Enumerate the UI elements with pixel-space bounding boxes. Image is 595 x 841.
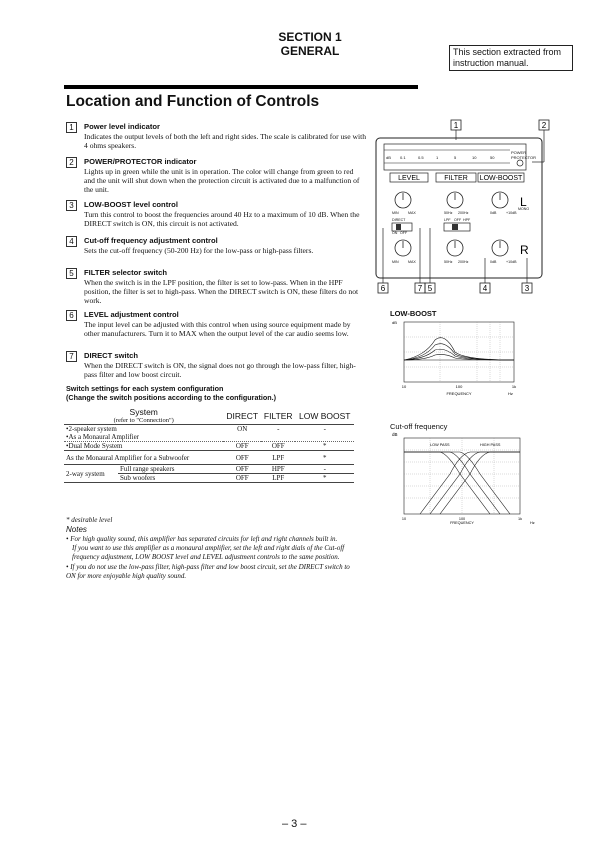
svg-text:Hz: Hz	[530, 521, 535, 525]
item-level	[66, 310, 366, 338]
callout-6: 6	[380, 284, 386, 293]
svg-text:POWER: POWER	[511, 150, 527, 155]
table-row: 2-way system Full range speakers OFF HPF -	[64, 465, 354, 474]
item-number: 6	[66, 310, 77, 321]
svg-text:200Hz: 200Hz	[458, 211, 469, 215]
panel-lowboost-label: LOW-BOOST	[479, 175, 523, 182]
svg-text:100: 100	[458, 517, 466, 521]
callout-4: 4	[482, 284, 488, 293]
svg-text:10: 10	[472, 155, 477, 160]
item-title: POWER/PROTECTOR indicator	[84, 157, 197, 166]
table-row: •2-speaker system ON - -	[66, 425, 326, 433]
svg-text:200Hz: 200Hz	[458, 260, 469, 264]
svg-text:0dB: 0dB	[490, 260, 497, 264]
svg-text:dB: dB	[392, 432, 398, 437]
item-title: LEVEL adjustment control	[84, 310, 179, 319]
svg-text:ON: ON	[392, 231, 398, 235]
svg-text:MONO: MONO	[518, 207, 530, 211]
item-number: 3	[66, 200, 77, 211]
notes-body	[66, 535, 356, 581]
item-number: 1	[66, 122, 77, 133]
item-desc: When the DIRECT switch is ON, the signal does not go through the low-pass filter, high-pass filter and low boost circuit.	[84, 361, 356, 379]
table-row: •Dual Mode System OFF OFF *	[64, 442, 354, 451]
svg-text:5: 5	[454, 155, 457, 160]
item-number: 5	[66, 268, 77, 279]
item-cutoff	[66, 236, 366, 255]
switch-subtitle: (Change the switch positions according to the configuration.)	[66, 393, 277, 402]
callout-5: 5	[427, 284, 433, 293]
item-low-boost	[66, 200, 366, 228]
switch-table	[64, 407, 354, 483]
col-direct: DIRECT	[223, 407, 261, 425]
cutoff-graph	[390, 430, 540, 525]
item-number: 2	[66, 157, 77, 168]
svg-text:1: 1	[436, 155, 439, 160]
svg-text:0.1: 0.1	[400, 155, 406, 160]
svg-text:PROTECTOR: PROTECTOR	[511, 155, 537, 160]
page-title: Location and Function of Controls	[66, 93, 320, 110]
extract-note: This section extracted from instruction manual.	[449, 45, 573, 71]
svg-text:OFF: OFF	[400, 231, 408, 235]
item-title: Cut-off frequency adjustment control	[84, 236, 218, 245]
svg-text:50Hz: 50Hz	[444, 211, 453, 215]
direct-switch	[392, 223, 412, 231]
cutoff-graph-title: Cut-off frequency	[390, 422, 448, 431]
item-title: Power level indicator	[84, 122, 160, 131]
switch-title: Switch settings for each system configuration	[66, 384, 224, 393]
col-system: System	[129, 407, 158, 417]
footnote: * desirable level	[66, 516, 113, 524]
item-filter-selector	[66, 268, 366, 305]
item-desc: The input level can be adjusted with this control when using source equipment made by other manufacturers. Turn it to MAX when the output level of the car audio seems low.	[84, 320, 351, 338]
title-rule	[64, 85, 418, 89]
channel-r: R	[520, 243, 529, 257]
item-title: FILTER selector switch	[84, 268, 167, 277]
section-number: SECTION 1	[278, 30, 342, 44]
lowboost-graph	[390, 318, 525, 398]
svg-text:+10dB: +10dB	[506, 260, 517, 264]
svg-text:Hz: Hz	[508, 391, 513, 396]
svg-text:dB: dB	[386, 155, 391, 160]
section-title: GENERAL	[280, 44, 340, 58]
item-desc: When the switch is in the LPF position, the filter is set to low-pass. When in the HPF position, the filter is set to high-pass. When the DIRECT switch is ON, these filters do not work.	[84, 278, 359, 305]
svg-text:MAX: MAX	[408, 260, 416, 264]
svg-text:dB: dB	[392, 320, 397, 325]
svg-text:MIN: MIN	[392, 260, 399, 264]
lowboost-graph-title: LOW-BOOST	[390, 309, 437, 318]
item-number: 4	[66, 236, 77, 247]
page-number: – 3 –	[282, 818, 307, 830]
note-1: • For high quality sound, this amplifier has separated circuits for left and right channels built in.	[66, 535, 338, 543]
svg-text:50: 50	[490, 155, 495, 160]
item-direct	[66, 351, 366, 379]
note-3: • If you do not use the low-pass filter, high-pass filter and low boost circuit, set the DIRECT switch to ON for more enjoyable high quality sound.	[66, 562, 350, 580]
svg-text:100: 100	[455, 384, 463, 389]
svg-text:1k: 1k	[511, 384, 517, 389]
item-desc: Turn this control to boost the frequencies around 40 Hz to a maximum of 10 dB. When the DIRECT switch is ON, this circuit is not activated.	[84, 210, 360, 228]
item-desc: Indicates the output levels of both the left and right sides. The scale is calibrated for use with 4 ohms speakers.	[84, 132, 367, 150]
note-2: If you want to use this amplifier as a monaural amplifier, set the left and right dials of the Cut-off frequency adjustment, LOW BOOST level and LEVEL adjustment controls to the same position.	[72, 544, 345, 562]
svg-text:+10dB: +10dB	[506, 211, 517, 215]
svg-text:HIGH PASS: HIGH PASS	[480, 443, 501, 447]
callout-7: 7	[417, 284, 423, 293]
item-title: DIRECT switch	[84, 351, 139, 360]
svg-text:LOW PASS: LOW PASS	[430, 443, 450, 447]
col-filter: FILTER	[261, 407, 295, 425]
callout-3: 3	[524, 284, 530, 293]
table-row: Sub woofers OFF LPF *	[64, 474, 354, 483]
svg-text:0dB: 0dB	[490, 211, 497, 215]
item-desc: Sets the cut-off frequency (50-200 Hz) for the low-pass or high-pass filters.	[84, 246, 314, 255]
svg-text:MAX: MAX	[408, 211, 416, 215]
svg-text:MIN: MIN	[392, 211, 399, 215]
svg-text:1k: 1k	[517, 517, 523, 521]
callout-2: 2	[541, 121, 547, 130]
table-row: As the Monaural Amplifier for a Subwoofer OFF LPF *	[64, 451, 354, 465]
svg-text:10: 10	[401, 384, 407, 389]
svg-text:FREQUENCY: FREQUENCY	[446, 391, 472, 396]
panel-level-label: LEVEL	[398, 175, 420, 182]
table-row: •As a Monaural Amplifier	[64, 433, 354, 442]
svg-text:0.5: 0.5	[418, 155, 424, 160]
col-lowboost: LOW BOOST	[295, 407, 354, 425]
notes-title: Notes	[66, 525, 87, 534]
panel-filter-label: FILTER	[444, 175, 468, 182]
svg-text:LPF: LPF	[444, 218, 451, 222]
callout-1: 1	[453, 121, 459, 130]
col-system-sub: (refer to "Connection")	[113, 417, 174, 424]
svg-text:10: 10	[401, 517, 407, 521]
item-power-protector	[66, 157, 366, 194]
item-desc: Lights up in green while the unit is in operation. The color will change from green to red and the unit will shut down when the protection circuit is activated due to a malfunction of the unit.	[84, 167, 360, 194]
item-power-level	[66, 122, 366, 150]
item-title: LOW-BOOST level control	[84, 200, 178, 209]
svg-text:DIRECT: DIRECT	[392, 218, 406, 222]
svg-text:FREQUENCY: FREQUENCY	[450, 521, 474, 525]
svg-text:50Hz: 50Hz	[444, 260, 453, 264]
item-number: 7	[66, 351, 77, 362]
svg-text:OFF: OFF	[454, 218, 462, 222]
channel-l: L	[520, 195, 527, 209]
control-panel-diagram	[370, 118, 555, 296]
svg-text:HPF: HPF	[463, 218, 471, 222]
